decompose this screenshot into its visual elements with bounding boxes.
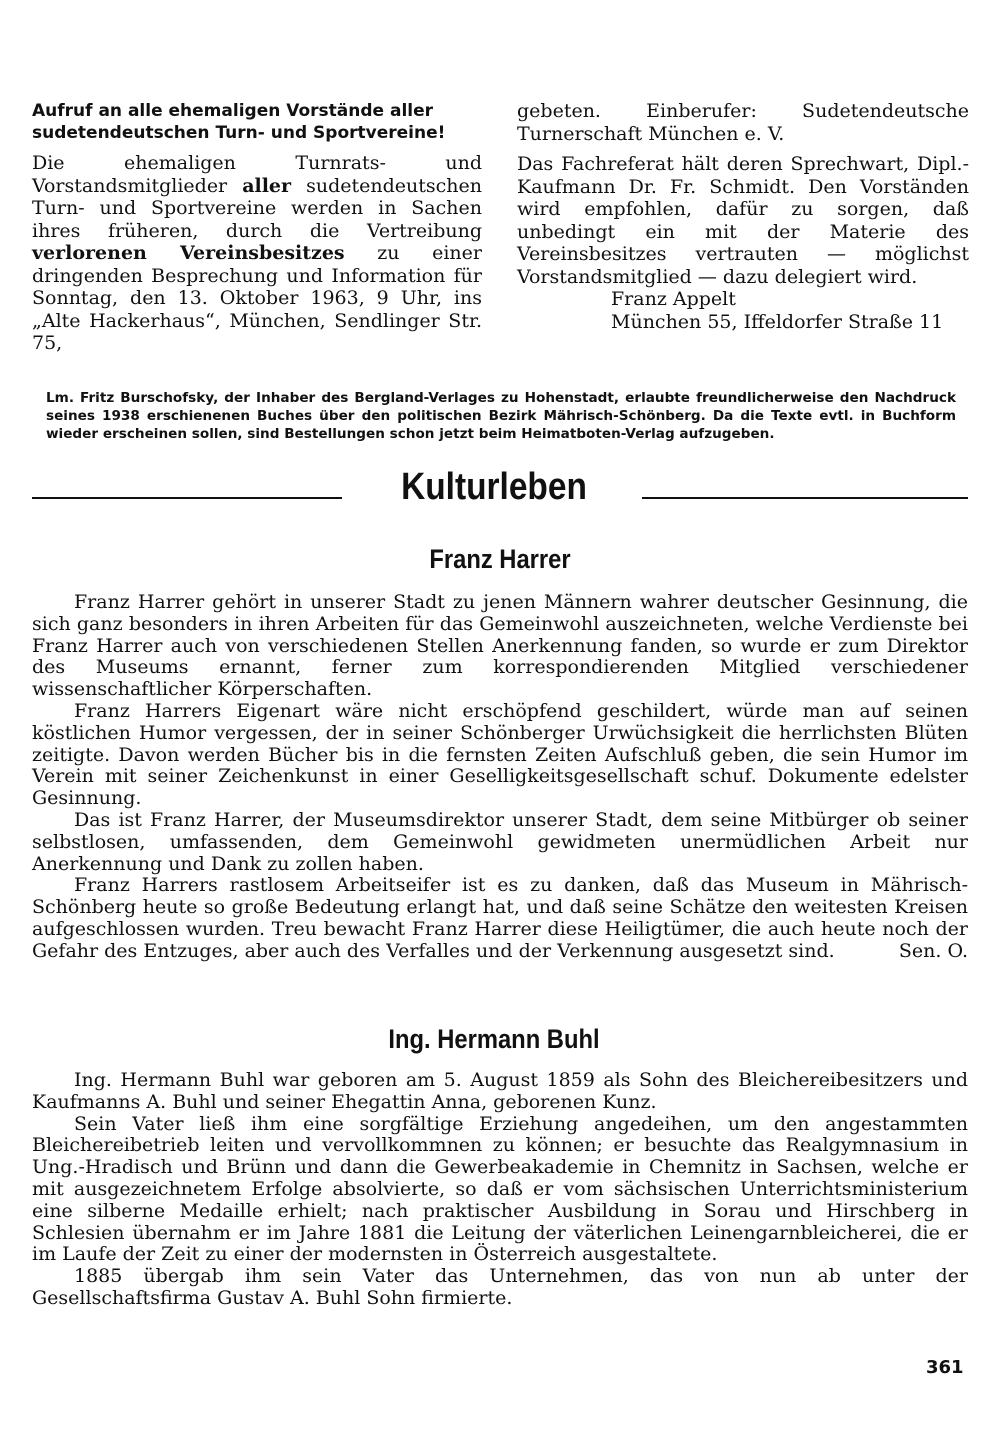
article-paragraph: 1885 übergab ihm sein Vater das Unternehmen, das von nun ab unter der Gesellschaftsfirma Gustav A. Buhl Sohn firmierte.	[32, 1265, 968, 1309]
article-paragraph: Franz Harrers Eigenart wäre nicht erschöpfend geschildert, würde man auf seinen köstlichen Humor vergessen, der in seiner Schönberger Urwüchsigkeit die herrlichsten Blüten zeitigte. Davon werden Bücher bis in die fernsten Zeiten Aufschluß geben, die sein Humor im Verein mit seiner Zeichenkunst in einer Geselligkeitsgesellschaft schuf. Dokumente edelster Gesinnung.	[32, 699, 968, 810]
notice-column-left	[32, 100, 482, 355]
section-title: Kulturleben	[401, 466, 587, 508]
article-paragraph: Ing. Hermann Buhl war geboren am 5. August 1859 als Sohn des Bleichereibesitzers und Kaufmanns A. Buhl und seiner Ehegattin Anna, geborenen Kunz.	[32, 1069, 968, 1113]
article-harrer	[32, 592, 968, 963]
article-title-harrer: Franz Harrer	[429, 544, 571, 574]
article-byline: Sen. O.	[898, 939, 968, 962]
notice-column-right	[517, 100, 969, 333]
section-rule-left	[32, 497, 342, 499]
article-paragraph: Das ist Franz Harrer, der Museumsdirektor unserer Stadt, dem seine Mitbürger ob seiner selbstlosen, umfassenden, dem Gemeinwohl gewidmeten unermüdlichen Arbeit nur Anerkennung und Dank zu zollen haben.	[32, 808, 968, 875]
notice-text-continued: zu einer dringenden Besprechung und Information für Sonntag, den 13. Oktober 1963, 9 Uhr, ins „Alte Hackerhaus“, München, Sendlinger Str. 75,	[32, 242, 482, 354]
notice-title: Aufruf an alle ehemaligen Vorstände aller sudetendeutschen Turn- und Sportvereine!	[32, 101, 446, 143]
article-title-buhl: Ing. Hermann Buhl	[388, 1024, 600, 1054]
notice-emphasis: aller	[242, 174, 292, 197]
article-paragraph: Franz Harrers rastlosem Arbeitseifer ist es zu danken, daß das Museum in Mährisch-Schönberg heute so große Bedeutung erlangt hat, und daß seine Schätze den weitesten Kreisen aufgeschlossen wurden. Treu bewacht Franz Harrer diese Heiligtümer, die auch heute noch der Gefahr des Entzuges, aber auch des Verfalles und der Verkennung ausgesetzt sind.	[32, 874, 968, 962]
notice-text: Die ehemaligen Turnrats- und Vorstandsmitglieder	[32, 152, 482, 197]
notice-emphasis: verlorenen Vereinsbesitzes	[32, 242, 345, 264]
signature-name: Franz Appelt	[611, 288, 736, 310]
article-paragraph: Franz Harrer gehört in unserer Stadt zu jenen Männern wahrer deutscher Gesinnung, die sich ganz besonders in ihren Arbeiten für das Gemeinwohl auszeichneten, welche Verdienste bei Franz Harrer auch von verschiedenen Stellen Anerkennung fanden, so wurde er zum Direktor des Museums ernannt, ferner zum korrespondierenden Mitglied verschiedener wissenschaftlicher Körperschaften.	[32, 591, 968, 701]
article-paragraph: Sein Vater ließ ihm eine sorgfältige Erziehung angedeihen, um den angestammten Bleichereibetrieb leiten und vervollkommnen zu können; er besuchte das Realgymnasium in Ung.-Hradisch und Brünn und dann die Gewerbeakademie in Chemnitz in Sachsen, welche er mit ausgezeichnetem Erfolge absolvierte, so daß er vom sächsischen Unterrichtsministerium eine silberne Medaille erhielt; nach praktischer Ausbildung in Sorau und Hirschberg in Schlesien übernahm er im Jahre 1881 die Leitung der väterlichen Leinengarnbleicherei, die er im Laufe der Zeit zu einer der modernsten in Österreich ausgestaltete.	[32, 1112, 968, 1266]
notice-paragraph-continued: gebeten. Einberufer: Sudetendeutsche Turnerschaft München e. V.	[517, 100, 969, 145]
page-number: 361	[926, 1357, 964, 1378]
notice-text: sudetendeutschen Turn- und Sportvereine werden in Sachen ihres früheren, durch die Vertreibung	[32, 174, 482, 242]
notice-paragraph	[32, 152, 482, 355]
section-rule-right	[642, 497, 968, 499]
publisher-note: Lm. Fritz Burschofsky, der Inhaber des Bergland-Verlages zu Hohenstadt, erlaubte freundlicherweise den Nachdruck seines 1938 erschienenen Buches über den politischen Bezirk Mährisch-Schönberg. Da die Texte evtl. in Buchform wieder erscheinen sollen, sind Bestellungen schon jetzt beim Heimatboten-Verlag aufzugeben.	[46, 390, 956, 442]
notice-paragraph-2: Das Fachreferat hält deren Sprechwart, Dipl.-Kaufmann Dr. Fr. Schmidt. Den Vorständen wird empfohlen, dafür zu sorgen, daß unbedingt ein mit der Materie des Vereinsbesitzes vertrauten — möglichst Vorstandsmitglied — dazu delegiert wird.	[517, 153, 969, 288]
article-buhl	[32, 1070, 968, 1310]
signature-address: München 55, Iffeldorfer Straße 11	[611, 310, 944, 333]
